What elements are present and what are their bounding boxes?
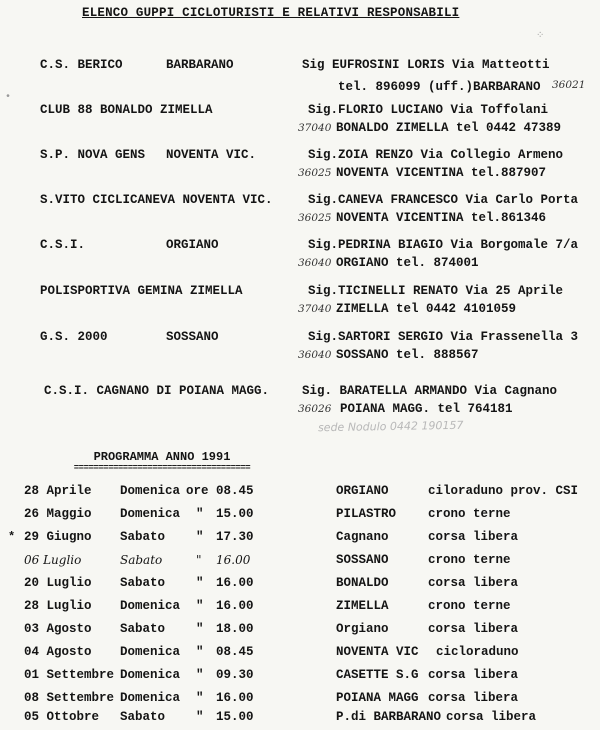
row-time: 16.00 (216, 576, 254, 590)
row-weekday: Domenica (120, 507, 181, 521)
schedule-row (0, 507, 600, 527)
row-weekday: Domenica (120, 599, 181, 613)
schedule-row (0, 710, 600, 730)
row-weekday: Sabato (120, 530, 166, 544)
club-town: ORGIANO (166, 238, 219, 252)
row-event-type: corsa libera (428, 576, 519, 590)
row-date: 04 Agosto (24, 645, 92, 659)
row-place: P.di BARBARANO (336, 710, 442, 724)
club-contact: Sig EUFROSINI LORIS Via Matteotti (302, 58, 550, 72)
club-name: C.S.I. CAGNANO DI POIANA MAGG. (44, 384, 270, 398)
row-ore: " (196, 710, 204, 724)
row-date: 20 Luglio (24, 576, 92, 590)
program-heading (62, 450, 262, 473)
row-place: PILASTRO (336, 507, 397, 521)
row-weekday: Sabato (120, 576, 166, 590)
club-address-line: SOSSANO tel. 888567 (336, 348, 479, 362)
row-ore: " (196, 645, 204, 659)
row-time: 09.30 (216, 668, 254, 682)
row-ore: " (196, 507, 204, 521)
row-time: 15.00 (216, 507, 254, 521)
row-place: ZIMELLA (336, 599, 389, 613)
row-ore: " (196, 576, 204, 590)
row-weekday: Domenica (120, 691, 181, 705)
row-weekday: Domenica (120, 668, 181, 682)
row-ore: " (196, 691, 204, 705)
row-event-type: corsa libera (428, 530, 519, 544)
club-town: NOVENTA VIC. (166, 148, 257, 162)
club-name: POLISPORTIVA GEMINA ZIMELLA (40, 284, 243, 298)
handwritten-postcode: 36025 (298, 167, 332, 179)
club-name: CLUB 88 BONALDO ZIMELLA (40, 103, 213, 117)
club-entry (0, 284, 600, 324)
schedule-row (0, 576, 600, 596)
row-ore: ore (186, 484, 209, 498)
handwritten-postcode: 36040 (298, 257, 332, 269)
schedule-row (0, 645, 600, 665)
row-place: CASETTE S.G (336, 668, 419, 682)
row-event-type: cicloraduno (436, 645, 519, 659)
row-time: 18.00 (216, 622, 254, 636)
row-date: 05 Ottobre (24, 710, 100, 724)
handwritten-postcode: 37040 (298, 122, 332, 134)
row-weekday: Sabato (120, 622, 166, 636)
row-asterisk: * (8, 530, 16, 544)
row-event-type: crono terne (428, 507, 511, 521)
row-event-type: corsa libera (428, 622, 519, 636)
row-place: SOSSANO (336, 553, 389, 567)
handwritten-postcode: 37040 (298, 303, 332, 315)
row-weekday: Sabato (120, 710, 166, 724)
margin-mark: • (5, 92, 12, 103)
club-contact: Sig.FLORIO LUCIANO Via Toffolani (308, 103, 549, 117)
club-name: C.S.I. (40, 238, 86, 252)
row-event-type: corsa libera (428, 668, 519, 682)
row-ore: " (196, 599, 204, 613)
row-event-type: crono terne (428, 553, 511, 567)
schedule-row (0, 553, 600, 573)
row-ore: " (196, 668, 204, 682)
row-event-type: ciloraduno prov. CSI (428, 484, 579, 498)
row-date: 01 Settembre (24, 668, 115, 682)
club-entry (0, 193, 600, 233)
club-name: S.P. NOVA GENS (40, 148, 146, 162)
row-place: NOVENTA VIC (336, 645, 419, 659)
row-event-type: crono terne (428, 599, 511, 613)
row-weekday: Domenica (120, 484, 181, 498)
row-ore: " (196, 622, 204, 636)
row-time: 16.00 (216, 599, 254, 613)
row-place: ORGIANO (336, 484, 389, 498)
schedule-row (0, 484, 600, 504)
club-address-line: POIANA MAGG. tel 764181 (340, 402, 513, 416)
row-date: 03 Agosto (24, 622, 92, 636)
schedule-row (0, 691, 600, 711)
row-date: 28 Aprile (24, 484, 92, 498)
row-place: Cagnano (336, 530, 389, 544)
club-entry (0, 330, 600, 370)
club-address-line: NOVENTA VICENTINA tel.887907 (336, 166, 547, 180)
handwritten-postcode: 36040 (298, 349, 332, 361)
program-underline: ==================================== (73, 463, 251, 473)
club-entry (0, 238, 600, 278)
row-ore: " (196, 553, 202, 567)
corner-mark: ⁘ (536, 31, 545, 42)
row-date: 28 Luglio (24, 599, 92, 613)
schedule-row (0, 530, 600, 550)
schedule-row (0, 622, 600, 642)
club-entry (0, 148, 600, 188)
row-weekday: Sabato (120, 553, 163, 567)
row-place: Orgiano (336, 622, 389, 636)
handwritten-postcode: 36025 (298, 212, 332, 224)
row-ore: " (196, 530, 204, 544)
club-name: S.VITO CICLICANEVA NOVENTA VIC. (40, 193, 273, 207)
club-address-line: NOVENTA VICENTINA tel.861346 (336, 211, 547, 225)
row-time: 16.00 (216, 553, 251, 567)
club-address-line: tel. 896099 (uff.)BARBARANO (338, 80, 541, 94)
club-town: SOSSANO (166, 330, 219, 344)
row-event-type: corsa libera (446, 710, 537, 724)
club-contact: Sig. BARATELLA ARMANDO Via Cagnano (302, 384, 558, 398)
club-contact: Sig.CANEVA FRANCESCO Via Carlo Porta (308, 193, 579, 207)
club-entry (0, 384, 600, 424)
row-time: 08.45 (216, 645, 254, 659)
row-place: BONALDO (336, 576, 389, 590)
club-town: BARBARANO (166, 58, 234, 72)
row-time: 15.00 (216, 710, 254, 724)
row-weekday: Domenica (120, 645, 181, 659)
row-date: 08 Settembre (24, 691, 115, 705)
program-title: PROGRAMMA ANNO 1991 (93, 450, 231, 464)
club-contact: Sig.ZOIA RENZO Via Collegio Armeno (308, 148, 564, 162)
schedule-row (0, 599, 600, 619)
club-contact: Sig.SARTORI SERGIO Via Frassenella 3 (308, 330, 579, 344)
row-time: 08.45 (216, 484, 254, 498)
handwritten-postcode: 36021 (552, 79, 586, 91)
row-date: 06 Luglio (24, 553, 82, 567)
club-contact: Sig.PEDRINA BIAGIO Via Borgomale 7/a (308, 238, 579, 252)
club-entry (0, 103, 600, 143)
faded-stamp: sede Nodulo 0442 190157 (317, 418, 464, 435)
club-contact: Sig.TICINELLI RENATO Via 25 Aprile (308, 284, 564, 298)
row-date: 26 Maggio (24, 507, 92, 521)
row-date: 29 Giugno (24, 530, 92, 544)
club-entry (0, 58, 600, 98)
row-time: 17.30 (216, 530, 254, 544)
club-name: C.S. BERICO (40, 58, 123, 72)
document-title: ELENCO GUPPI CICLOTURISTI E RELATIVI RESPONSABILI (82, 6, 460, 20)
club-address-line: ORGIANO tel. 874001 (336, 256, 479, 270)
club-name: G.S. 2000 (40, 330, 108, 344)
row-place: POIANA MAGG (336, 691, 419, 705)
row-time: 16.00 (216, 691, 254, 705)
club-address-line: BONALDO ZIMELLA tel 0442 47389 (336, 121, 562, 135)
row-event-type: corsa libera (428, 691, 519, 705)
club-address-line: ZIMELLA tel 0442 4101059 (336, 302, 517, 316)
schedule-row (0, 668, 600, 688)
handwritten-postcode: 36026 (298, 403, 332, 415)
